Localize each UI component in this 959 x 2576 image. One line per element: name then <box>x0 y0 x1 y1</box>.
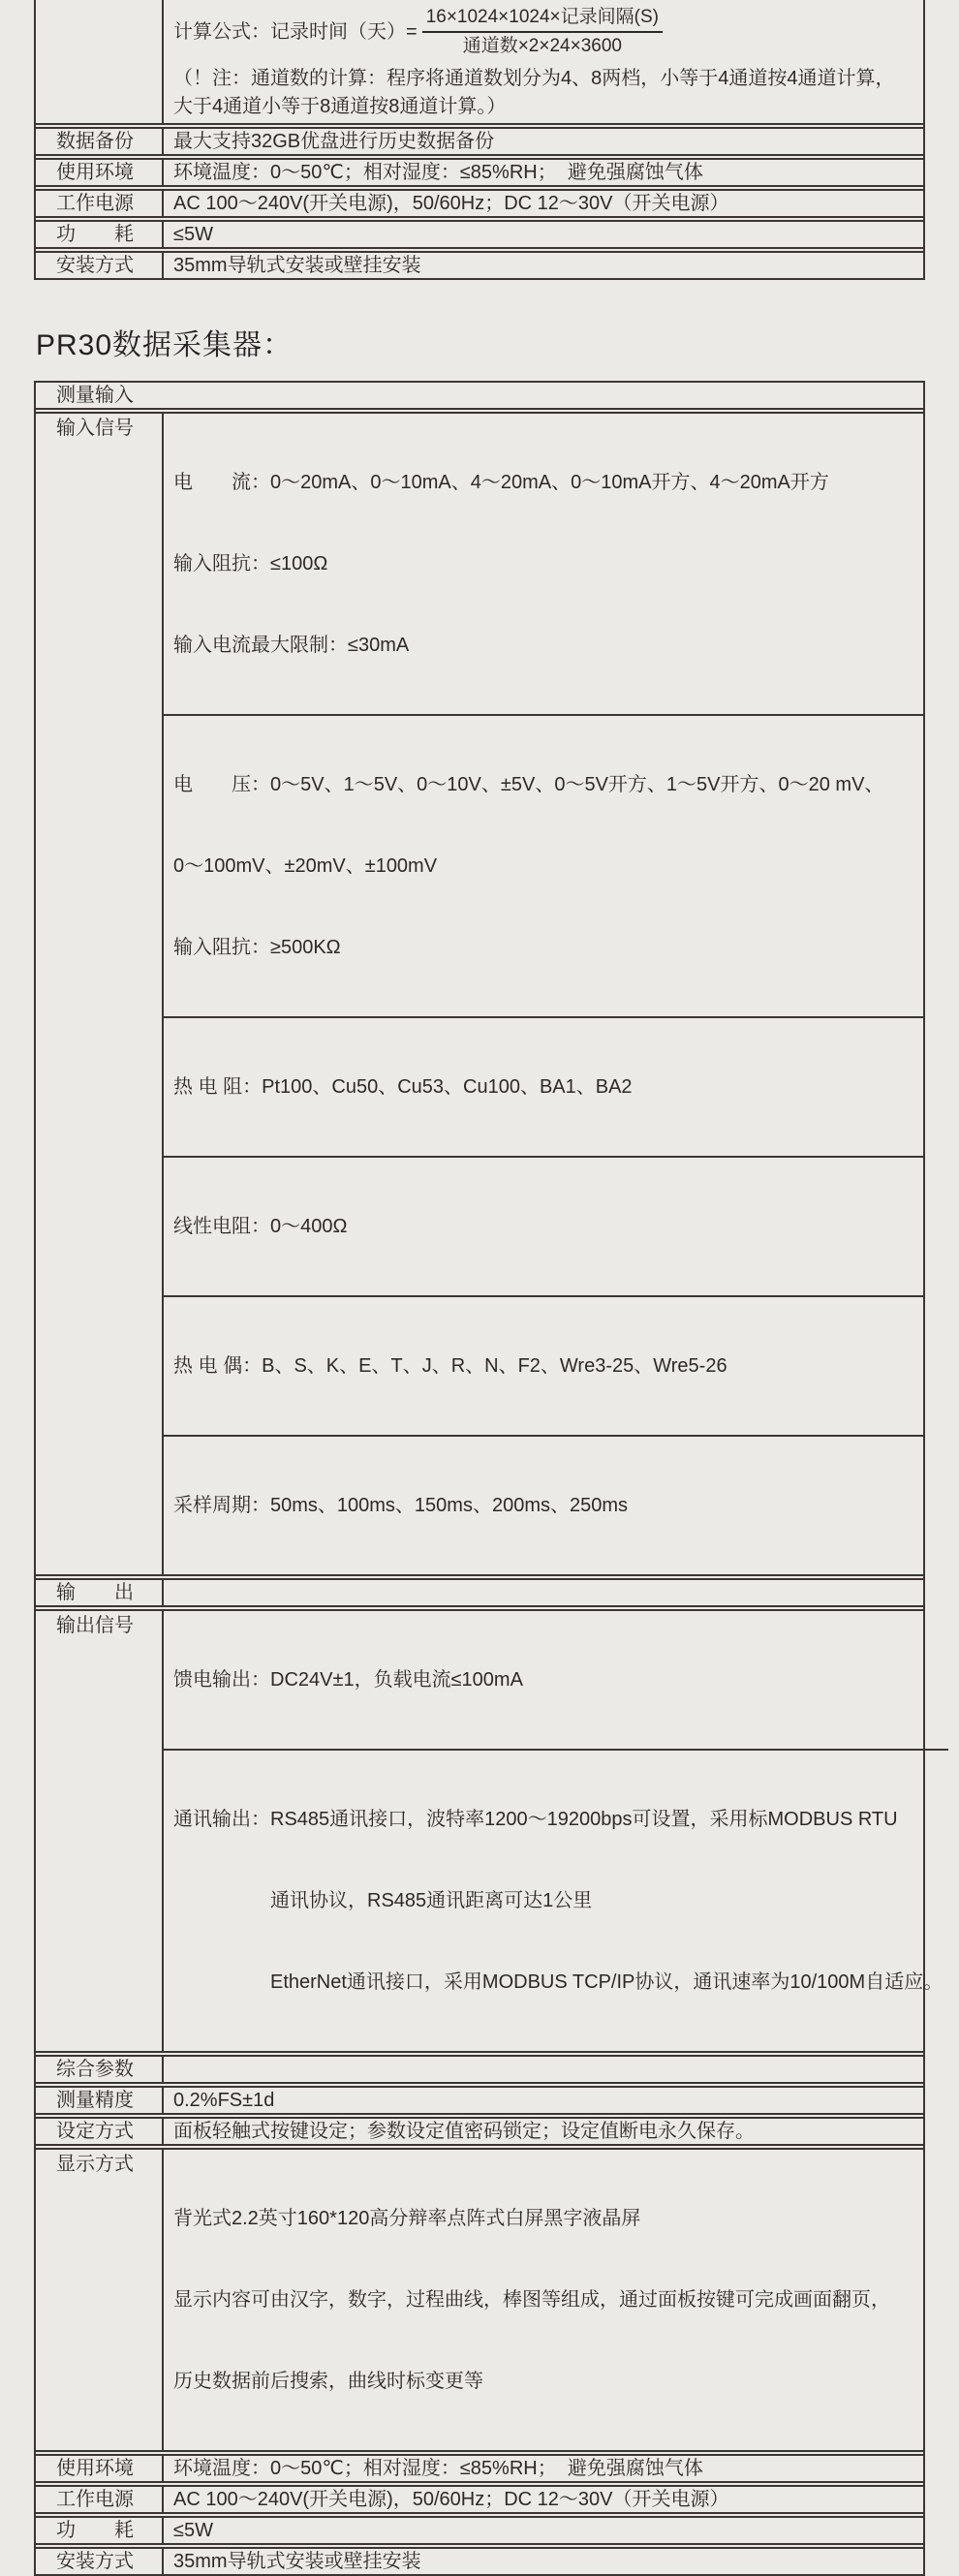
row-value: 最大支持32GB优盘进行历史数据备份 <box>173 131 495 152</box>
record-time-formula <box>173 3 917 61</box>
subcell-linear-resistance <box>164 1156 923 1295</box>
row-value: 35mm导轨式安装或壁挂安装 <box>173 255 421 276</box>
row-output-signal <box>36 1609 944 2053</box>
row-input-signal <box>36 412 923 1576</box>
line: 历史数据前后搜索，曲线时标变更等 <box>173 2371 483 2392</box>
row-power-consumption <box>36 220 923 249</box>
row-value: 环境温度：0～50℃；相对湿度：≤85%RH； 避免强腐蚀气体 <box>173 2458 703 2479</box>
subcell-feed-output <box>164 1611 948 1749</box>
subcell-thermocouple <box>164 1295 923 1435</box>
row-value: 0.2%FS±1d <box>173 2090 275 2111</box>
formula-row-label-empty <box>36 0 164 123</box>
row-accuracy <box>36 2086 923 2115</box>
line: 电 压：0～5V、1～5V、0～10V、±5V、0～5V开方、1～5V开方、0～20 mV、 <box>173 774 884 795</box>
row-label: 使用环境 <box>36 2456 164 2481</box>
row-power-supply <box>36 2485 923 2514</box>
row-label: 安装方式 <box>36 2549 164 2574</box>
spec-table-upper <box>34 0 925 280</box>
section-row-output <box>36 1578 923 1607</box>
line: 输入阻抗：≤100Ω <box>173 553 328 574</box>
subcell-comm-output <box>164 1749 948 2051</box>
output-signal-stack <box>164 1611 948 2051</box>
line: 通讯协议，RS485通讯距离可达1公里 <box>270 1890 593 1911</box>
line: 热 电 偶：B、S、K、E、T、J、R、N、F2、Wre3-25、Wre5-26 <box>173 1355 727 1377</box>
row-label: 功 耗 <box>36 2518 164 2543</box>
row-label: 输出信号 <box>36 1611 164 2051</box>
row-setting-method <box>36 2117 923 2146</box>
row-environment <box>36 2454 923 2483</box>
formula-cell <box>164 0 923 123</box>
section-label: 输 出 <box>36 1580 164 1605</box>
formula-row <box>36 0 923 125</box>
line: 通讯输出：RS485通讯接口，波特率1200～19200bps可设置，采用标MODBUS RTU <box>173 1809 898 1830</box>
row-value: AC 100～240V(开关电源)，50/60Hz；DC 12～30V（开关电源） <box>173 2489 729 2510</box>
line: 线性电阻：0～400Ω <box>173 1216 348 1237</box>
row-mounting <box>36 2547 923 2574</box>
line: 采样周期：50ms、100ms、150ms、200ms、250ms <box>173 1495 629 1516</box>
line: 输入阻抗：≥500KΩ <box>173 937 341 958</box>
row-power-consumption <box>36 2516 923 2545</box>
row-display-method <box>36 2148 923 2452</box>
formula-prefix: 计算公式：记录时间（天）= <box>173 21 418 43</box>
row-mounting <box>36 251 923 278</box>
row-label: 工作电源 <box>36 191 164 216</box>
subcell-display <box>164 2150 923 2450</box>
row-value: ≤5W <box>173 224 213 245</box>
input-signal-stack <box>164 414 923 1574</box>
row-value: ≤5W <box>173 2520 213 2541</box>
row-power-supply <box>36 189 923 218</box>
line: 电 流：0～20mA、0～10mA、4～20mA、0～10mA开方、4～20mA开方 <box>173 472 829 493</box>
row-label: 工作电源 <box>36 2487 164 2512</box>
display-stack <box>164 2150 923 2450</box>
row-value: AC 100～240V(开关电源)，50/60Hz；DC 12～30V（开关电源） <box>173 193 729 214</box>
subcell-current <box>164 414 923 714</box>
spec-table-pr30 <box>34 381 944 2576</box>
line: 0～100mV、±20mV、±100mV <box>173 855 438 877</box>
row-environment <box>36 158 923 187</box>
section-label: 综合参数 <box>36 2057 164 2082</box>
row-value: 面板轻触式按键设定；参数设定值密码锁定；设定值断电永久保存。 <box>173 2121 755 2142</box>
row-label: 数据备份 <box>36 129 164 154</box>
row-label: 显示方式 <box>36 2150 164 2450</box>
subcell-voltage <box>164 714 923 1016</box>
line: EtherNet通讯接口，采用MODBUS TCP/IP协议，通讯速率为10/100M自适应。 <box>270 1971 944 1993</box>
row-label: 设定方式 <box>36 2119 164 2144</box>
formula-fraction <box>422 6 663 58</box>
row-value: 35mm导轨式安装或壁挂安装 <box>173 2551 421 2572</box>
row-label: 使用环境 <box>36 160 164 185</box>
section-empty-value <box>164 1580 923 1605</box>
fraction-numerator: 16×1024×1024×记录间隔(S) <box>422 6 663 33</box>
row-label: 安装方式 <box>36 253 164 278</box>
row-value: 环境温度：0～50℃；相对湿度：≤85%RH； 避免强腐蚀气体 <box>173 162 703 183</box>
row-label: 测量精度 <box>36 2088 164 2113</box>
row-label: 输入信号 <box>36 414 164 1574</box>
line: 热 电 阻：Pt100、Cu50、Cu53、Cu100、BA1、BA2 <box>173 1076 633 1098</box>
line: 背光式2.2英寸160*120高分辩率点阵式白屏黑字液晶屏 <box>173 2208 641 2229</box>
fraction-denominator: 通道数×2×24×3600 <box>462 36 622 56</box>
section-empty-value <box>164 2057 923 2082</box>
line: 显示内容可由汉字，数字，过程曲线，棒图等组成，通过面板按键可完成画面翻页， <box>173 2289 890 2311</box>
subcell-sampling-period <box>164 1435 923 1574</box>
section-row-measure-input <box>36 383 923 410</box>
section-label: 测量输入 <box>56 385 134 406</box>
channel-note-line2: 大于4通道小等于8通道按8通道计算。） <box>173 96 507 117</box>
row-data-backup <box>36 127 923 156</box>
page-title: PR30数据采集器： <box>36 329 294 361</box>
line: 输入电流最大限制：≤30mA <box>173 635 410 656</box>
row-label: 功 耗 <box>36 222 164 247</box>
section-row-general-params <box>36 2055 923 2084</box>
line: 馈电输出：DC24V±1，负载电流≤100mA <box>173 1669 523 1691</box>
channel-note-line1: （！注：通道数的计算：程序将通道数划分为4、8两档，小等于4通道按4通道计算， <box>173 68 895 89</box>
subcell-rtd <box>164 1016 923 1156</box>
